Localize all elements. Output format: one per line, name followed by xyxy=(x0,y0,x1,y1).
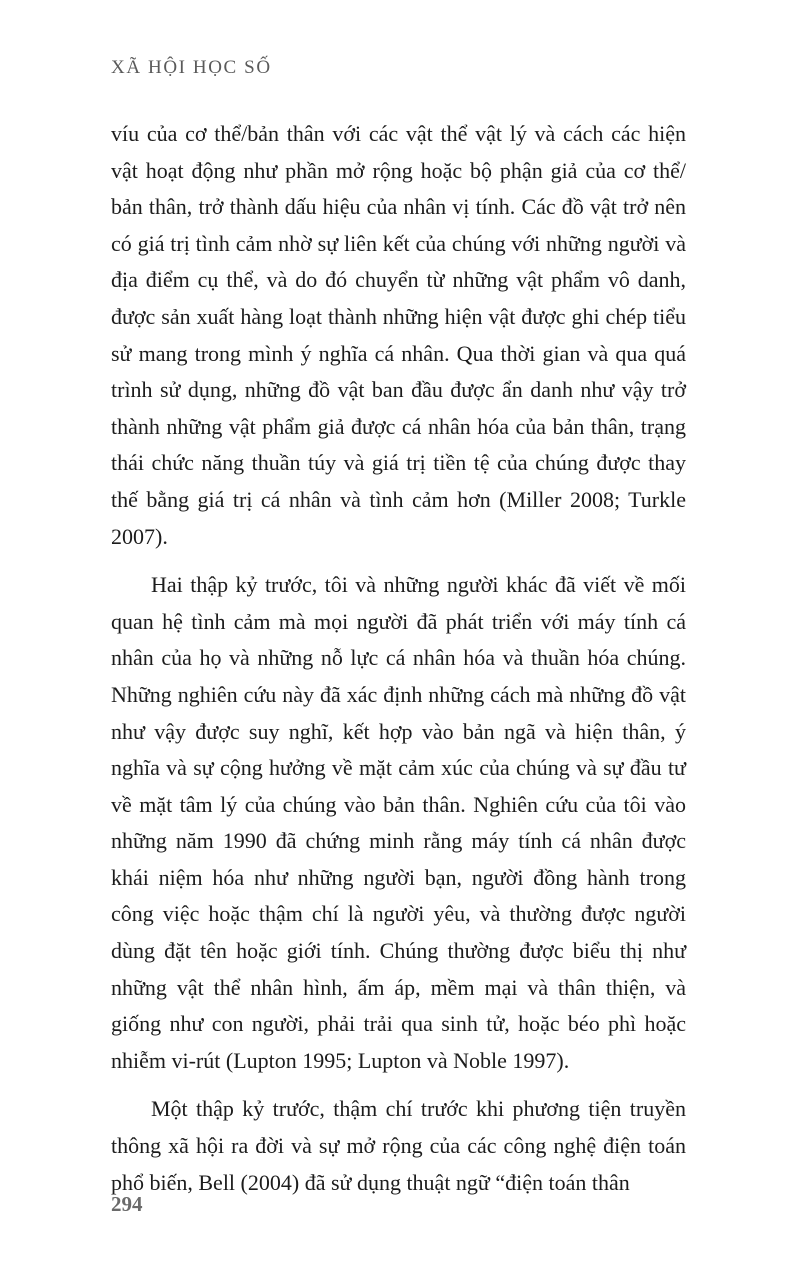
paragraph-continued: víu của cơ thể/bản thân với các vật thể vật lý và cách các hiện vật hoạt động như phần mở rộng hoặc bộ phận giả của cơ thể/ bản thân, trở thành dấu hiệu của nhân vị tính. Các đồ vật trở nên có giá trị tình cảm nhờ sự liên kết của chúng với những người và địa điểm cụ thể, và do đó chuyển từ những vật phẩm vô danh, được sản xuất hàng loạt thành những hiện vật được ghi chép tiểu sử mang trong mình ý nghĩa cá nhân. Qua thời gian và qua quá trình sử dụng, những đồ vật ban đầu được ẩn danh như vậy trở thành những vật phẩm giả được cá nhân hóa của bản thân, trạng thái chức năng thuần túy và giá trị tiền tệ của chúng được thay thế bằng giá trị cá nhân và tình cảm hơn (Miller 2008; Turkle 2007). xyxy=(111,121,686,549)
page-number: 294 xyxy=(111,1192,143,1216)
paragraph-two-decades: Hai thập kỷ trước, tôi và những người khác đã viết về mối quan hệ tình cảm mà mọi người đã phát triển với máy tính cá nhân của họ và những nỗ lực cá nhân hóa và thuần hóa chúng. Những nghiên cứu này đã xác định những cách mà những đồ vật như vậy được suy nghĩ, kết hợp vào bản ngã và hiện thân, ý nghĩa và sự cộng hưởng về mặt cảm xúc của chúng và sự đầu tư về mặt tâm lý của chúng vào bản thân. Nghiên cứu của tôi vào những năm 1990 đã chứng minh rằng máy tính cá nhân được khái niệm hóa như những người bạn, người đồng hành trong công việc hoặc thậm chí là người yêu, và thường được người dùng đặt tên hoặc giới tính. Chúng thường được biểu thị như những vật thể nhân hình, ấm áp, mềm mại và thân thiện, và giống như con người, phải trải qua sinh tử, hoặc béo phì hoặc nhiễm vi-rút (Lupton 1995; Lupton và Noble 1997). xyxy=(111,572,686,1073)
body-text xyxy=(111,116,686,1201)
running-header: XÃ HỘI HỌC SỐ xyxy=(111,57,272,78)
paragraph-one-decade: Một thập kỷ trước, thậm chí trước khi phương tiện truyền thông xã hội ra đời và sự mở rộng của các công nghệ điện toán phổ biến, Bell (2004) đã sử dụng thuật ngữ “điện toán thân xyxy=(111,1096,686,1195)
